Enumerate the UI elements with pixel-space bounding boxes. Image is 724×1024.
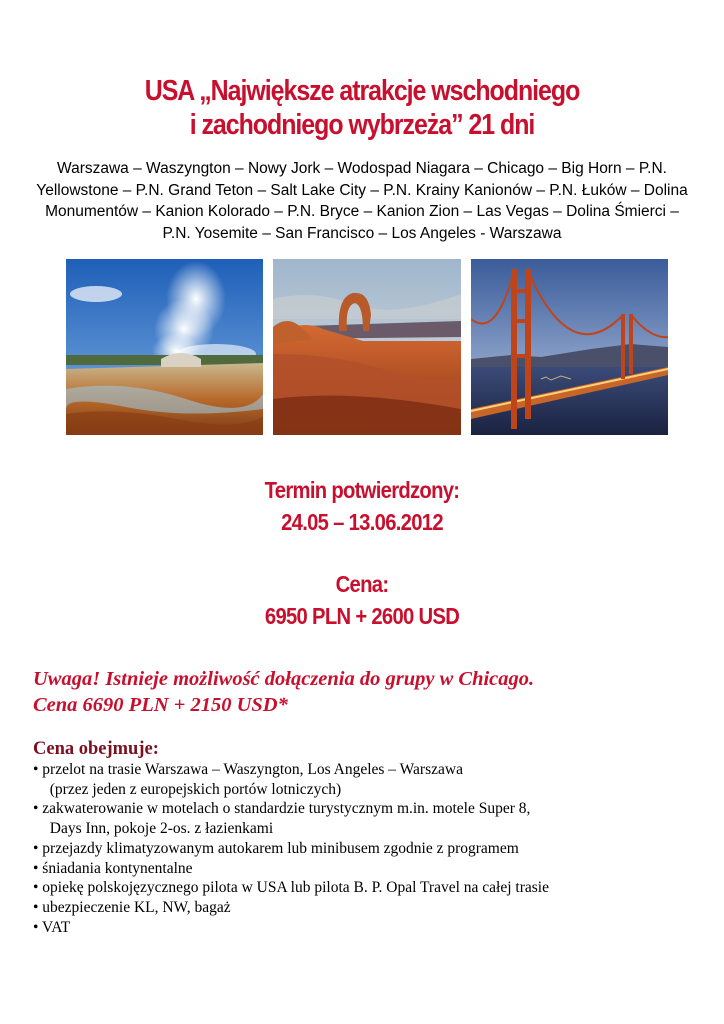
list-item xyxy=(33,918,703,938)
list-item-text: • przelot na trasie Warszawa – Waszyngton, Los Angeles – Warszawa xyxy=(33,761,463,778)
list-item-subtext: (przez jeden z europejskich portów lotniczych) xyxy=(49,780,342,798)
list-item xyxy=(33,799,703,838)
chicago-note-line-2: Cena 6690 PLN + 2150 USD* xyxy=(33,694,288,716)
term-dates: 24.05 – 13.06.2012 xyxy=(281,509,443,535)
list-item-text: • VAT xyxy=(33,918,71,936)
list-item-text: • śniadania kontynentalne xyxy=(33,859,193,877)
geyser-photo xyxy=(66,259,263,435)
delicate-arch-photo xyxy=(273,259,461,435)
list-item-text: • przejazdy klimatyzowanym autokarem lub minibusem zgodnie z programem xyxy=(33,839,519,857)
list-item xyxy=(33,859,703,879)
golden-gate-bridge-photo xyxy=(471,259,668,435)
price-value: 6950 PLN + 2600 USD xyxy=(264,603,460,629)
trip-title-line-2: i zachodniego wybrzeża” 21 dni xyxy=(189,109,535,141)
photo-strip xyxy=(0,259,724,435)
list-item-text: • opiekę polskojęzycznego pilota w USA lub pilota B. P. Opal Travel na całej trasie xyxy=(33,879,549,897)
includes-heading: Cena obejmuje: xyxy=(33,739,159,759)
term-label: Termin potwierdzony: xyxy=(264,477,460,503)
list-item xyxy=(33,760,703,799)
trip-title xyxy=(51,74,674,142)
list-item-text: • zakwaterowanie w motelach o standardzie turystycznym m.in. motele Super 8, xyxy=(33,800,531,818)
list-item-text: • ubezpieczenie KL, NW, bagaż xyxy=(33,898,231,916)
price-label: Cena: xyxy=(335,571,389,597)
trip-title-line-1: USA „Największe atrakcje wschodniego xyxy=(144,75,580,107)
chicago-note-line-1: Uwaga! Istnieje możliwość dołączenia do grupy w Chicago. xyxy=(33,668,535,690)
route-description: Warszawa – Waszyngton – Nowy Jork – Wodospad Niagara – Chicago – Big Horn – P.N. Yellowstone – P.N. Grand Teton – Salt Lake City – P.N. Krainy Kanionów – P.N. Łuków – Dolina Monumentów – Kanion Kolorado – P.N. Bryce – Kanion Zion – Las Vegas – Dolina Śmierci – P.N. Yosemite – San Francisco – Los Angeles - Warszawa xyxy=(36,160,688,242)
chicago-note xyxy=(33,666,693,718)
list-item-subtext: Days Inn, pokoje 2-os. z łazienkami xyxy=(49,820,274,838)
list-item xyxy=(33,878,703,898)
list-item xyxy=(33,839,703,859)
includes-list xyxy=(33,760,703,937)
list-item xyxy=(33,898,703,918)
